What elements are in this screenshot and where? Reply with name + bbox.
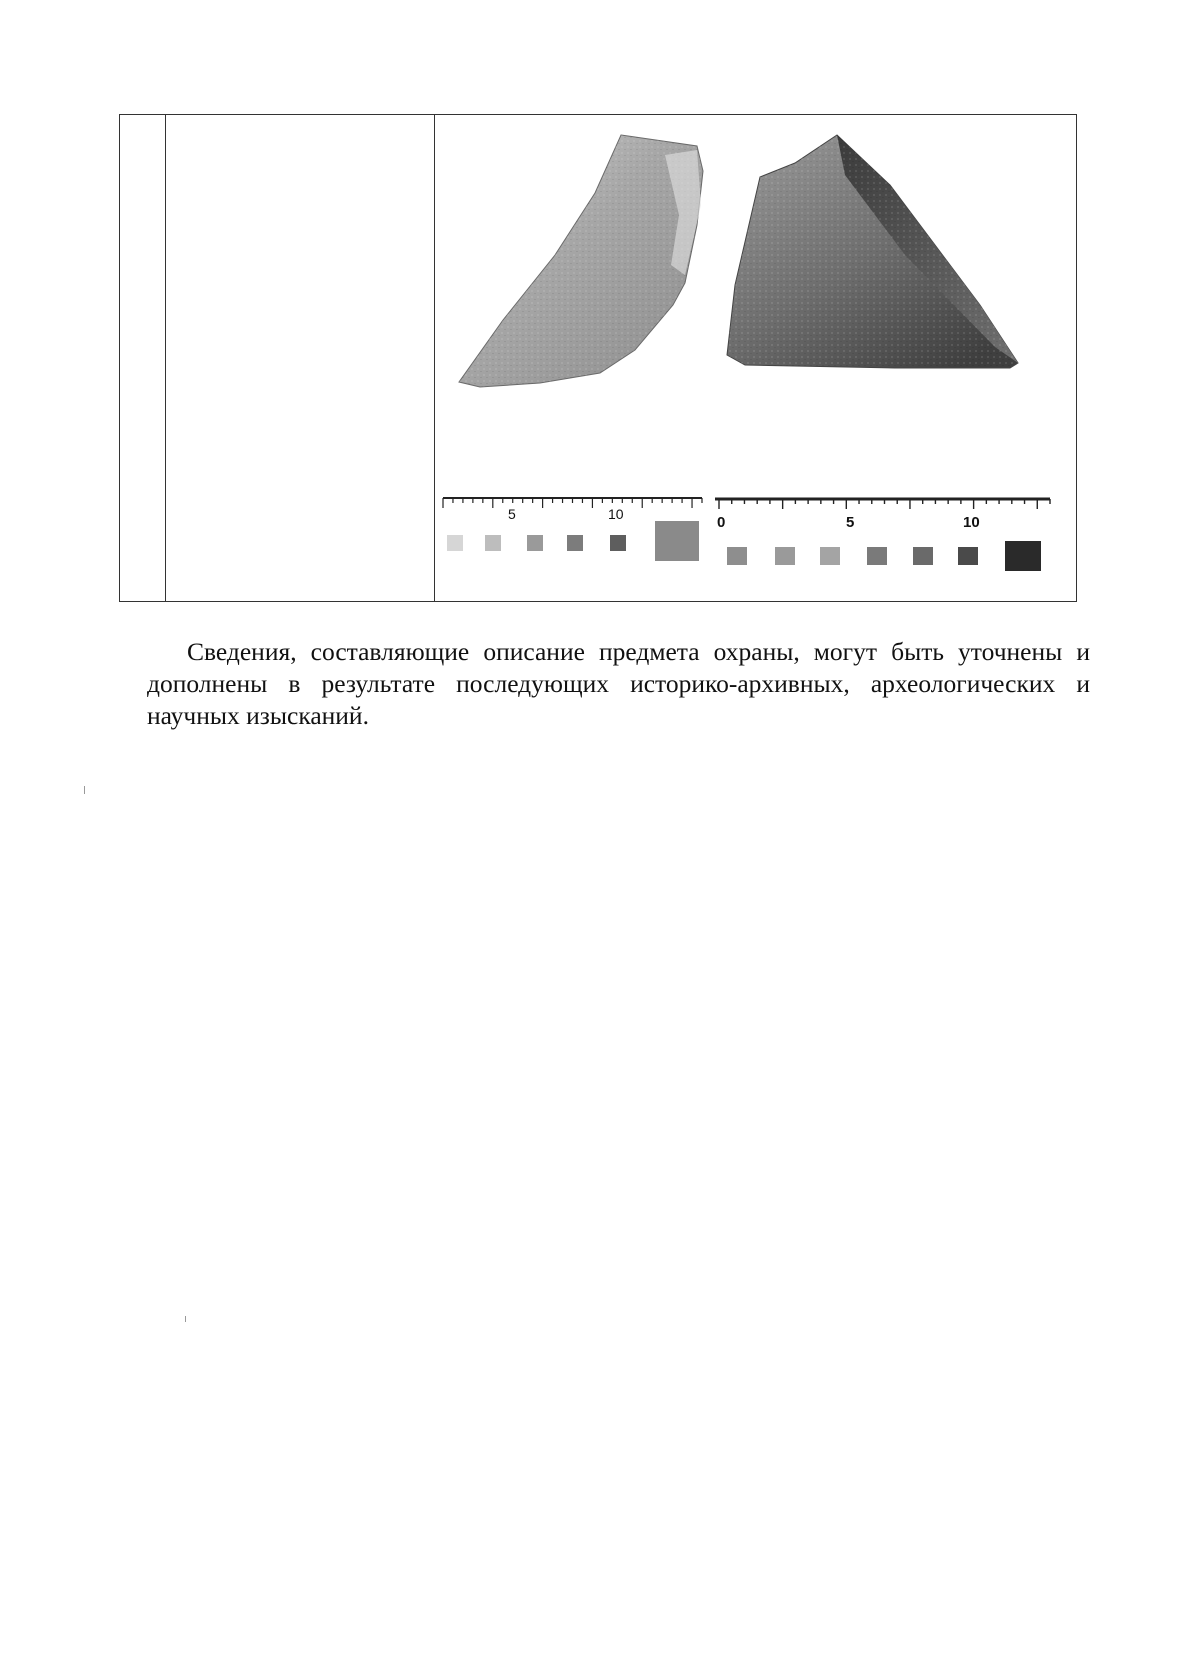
scan-mark [185, 1316, 186, 1322]
ruler-right-label-10: 10 [963, 514, 980, 531]
sherd-left-image [459, 135, 703, 387]
table-cell-description [166, 115, 435, 601]
table-cell-number [120, 115, 166, 601]
scale-ruler-right [715, 499, 1050, 571]
color-swatch [485, 535, 501, 551]
scale-ruler-left [443, 498, 702, 561]
color-swatch [958, 547, 978, 565]
artifact-photo [435, 115, 1076, 601]
color-swatch [867, 547, 887, 565]
note-paragraph: Сведения, составляющие описание предмета охраны, могут быть уточнены и дополнены в результате последующих историко-архивных, археологических и научных изысканий. [147, 637, 1090, 730]
color-swatch [527, 535, 543, 551]
color-swatch [727, 547, 747, 565]
scan-mark [84, 786, 85, 794]
ruler-right-label-5: 5 [846, 514, 855, 531]
color-swatch [655, 521, 699, 561]
color-swatch [567, 535, 583, 551]
color-swatch [913, 547, 933, 565]
color-swatch [447, 535, 463, 551]
table-cell-photo [435, 115, 1076, 601]
color-swatch [775, 547, 795, 565]
ruler-left-label-5: 5 [508, 506, 516, 522]
sherd-right-image [727, 135, 1018, 368]
color-swatch [610, 535, 626, 551]
color-swatch [1005, 541, 1041, 571]
ruler-right-label-0: 0 [717, 514, 726, 531]
artifact-table [119, 114, 1077, 602]
ruler-left-label-10: 10 [608, 506, 624, 522]
color-swatch [820, 547, 840, 565]
